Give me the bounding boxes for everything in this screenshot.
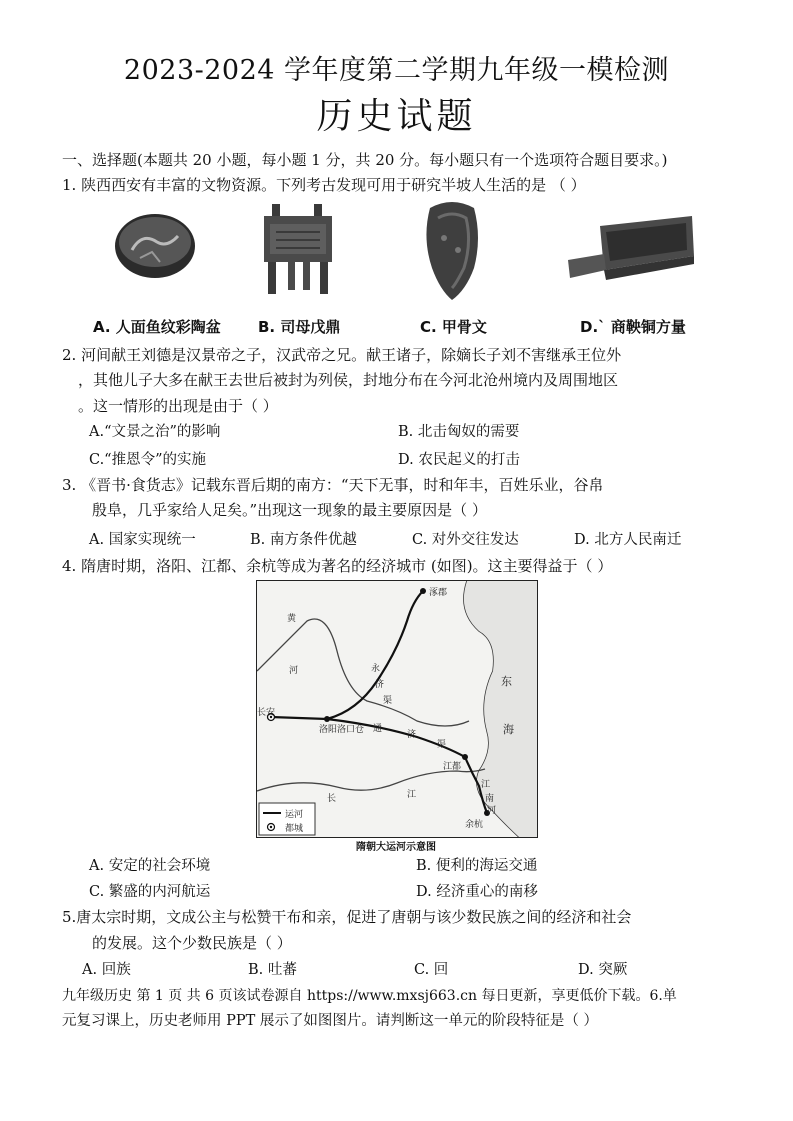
q3-option-b: B. 南方条件优越 [250, 532, 357, 548]
map-label-canal-3: 渠 [383, 696, 393, 706]
question-3-line-1: 3. 《晋书·食货志》记载东晋后期的南方：“天下无事，时和年丰，百姓乐业，谷帛 [62, 476, 604, 494]
page-footer-line-1: 九年级历史 第 1 页 共 6 页该试卷源自 https://www.mxsj663.cn 每日更新，享更低价下载。6.单 [62, 988, 677, 1004]
map-label-canal-9: 河 [487, 806, 497, 816]
map-label-sea-1: 东 [501, 675, 512, 688]
q5-option-b: B. 吐蕃 [248, 962, 297, 978]
map-label-canal-6: 渠 [437, 740, 447, 750]
map-label-canal-5: 济 [407, 730, 417, 740]
q1-option-b: B. 司母戊鼎 [258, 318, 341, 336]
map-label-jiangdu: 江都 [443, 762, 462, 772]
question-3-line-2: 殷阜，几乎家给人足矣。”出现这一现象的最主要原因是（ ） [92, 501, 487, 519]
q3-option-c: C. 对外交往发达 [412, 532, 519, 548]
q4-option-c: C. 繁盛的内河航运 [89, 884, 211, 900]
q4-option-b: B. 便利的海运交通 [416, 858, 538, 874]
painted-pottery-basin-image [112, 212, 198, 282]
question-2-line-2: ，其他儿子大多在献王去世后被封为列侯，封地分布在今河北沧州境内及周围地区 [78, 371, 619, 389]
subject-title: 历史试题 [316, 96, 477, 137]
q4-option-d: D. 经济重心的南移 [416, 884, 538, 900]
question-5-line-2: 的发展。这个少数民族是（ ） [92, 934, 292, 952]
question-5-line-1: 5.唐太宗时期，文成公主与松赞干布和亲，促进了唐朝与该少数民族之间的经济和社会 [62, 908, 632, 926]
shang-yang-measure-image [566, 214, 696, 290]
map-label-luoyang: 洛阳洛口仓 [319, 725, 365, 735]
map-label-canal-8: 南 [485, 794, 495, 804]
simuwu-ding-image [258, 202, 338, 296]
map-label-river-3: 长 [327, 794, 337, 804]
question-1-stem: 1. 陕西西安有丰富的文物资源。下列考古发现可用于研究半坡人生活的是 （ ） [62, 176, 586, 194]
map-label-canal-1: 永 [371, 664, 381, 674]
map-label-yuhang: 余杭 [465, 820, 484, 830]
map-label-canal-4: 通 [373, 724, 383, 734]
q1-option-a: A. 人面鱼纹彩陶盆 [93, 318, 221, 336]
q5-option-a: A. 回族 [82, 962, 131, 978]
map-label-sea-2: 海 [503, 723, 514, 736]
map-label-zhuojun: 涿郡 [429, 588, 448, 598]
q1-option-c: C. 甲骨文 [420, 318, 487, 336]
section-heading: 一、选择题(本题共 20 小题，每小题 1 分，共 20 分。每小题只有一个选项符合题目要求。) [62, 151, 668, 169]
map-label-canal-7: 江 [481, 780, 491, 790]
q2-option-b: B. 北击匈奴的需要 [398, 424, 520, 440]
q3-option-d: D. 北方人民南迁 [574, 532, 682, 548]
map-drawing [257, 581, 537, 837]
q5-option-d: D. 突厥 [578, 962, 628, 978]
map-label-river-1: 黄 [287, 614, 297, 624]
map-label-river-4: 江 [407, 790, 417, 800]
question-4-stem: 4. 隋唐时期，洛阳、江都、余杭等成为著名的经济城市 (如图)。这主要得益于（ ） [62, 557, 613, 575]
q1-option-d: D.` 商鞅铜方量 [580, 318, 686, 336]
map-label-changan: 长安 [257, 708, 276, 718]
map-caption: 隋朝大运河示意图 [356, 842, 436, 853]
question-2-line-3: 。这一情形的出现是由于（ ） [78, 397, 278, 415]
q5-option-c: C. 回 [414, 962, 449, 978]
q2-option-d: D. 农民起义的打击 [398, 452, 520, 468]
page-footer-line-2: 元复习课上，历史老师用 PPT 展示了如图图片。请判断这一单元的阶段特征是（ ） [62, 1013, 599, 1029]
q3-option-a: A. 国家实现统一 [89, 532, 196, 548]
legend-capital-label: 都城 [285, 824, 304, 834]
legend-canal-label: 运河 [285, 810, 304, 820]
map-label-canal-2: 济 [375, 680, 385, 690]
exam-title: 2023-2024 学年度第二学期九年级一模检测 [123, 55, 670, 86]
map-label-river-2: 河 [289, 666, 299, 676]
oracle-bone-image [420, 198, 484, 302]
question-2-line-1: 2. 河间献王刘德是汉景帝之子，汉武帝之兄。献王诸子，除嫡长子刘不害继承王位外 [62, 346, 622, 364]
sui-grand-canal-map [256, 580, 538, 838]
q2-option-a: A.“文景之治”的影响 [89, 424, 221, 440]
q4-option-a: A. 安定的社会环境 [89, 858, 211, 874]
q2-option-c: C.“推恩令”的实施 [89, 452, 207, 468]
